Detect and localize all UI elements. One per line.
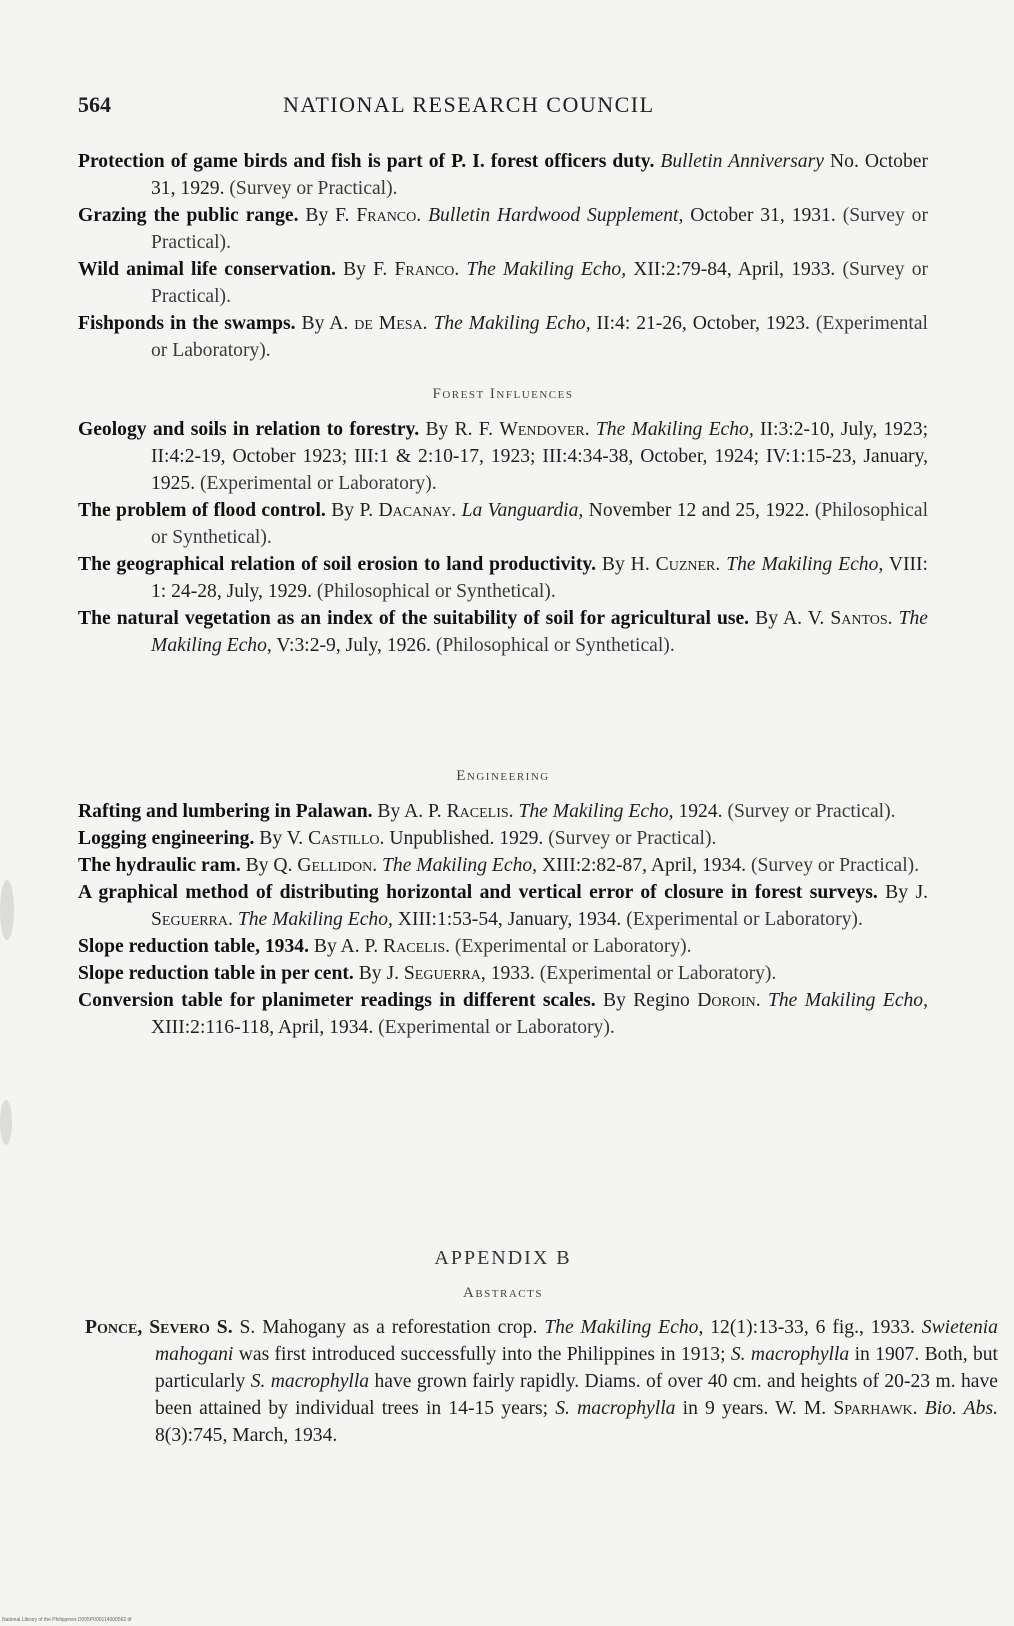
bib-entry: Slope reduction table, 1934. By A. P. Racelis. (Experimental or Laboratory). xyxy=(78,936,692,957)
abstract-author: Ponce, Severo S. xyxy=(85,1317,233,1338)
bib-entry: The geographical relation of soil erosion to land productivity. By H. Cuzner. The Makiling Echo, VIII: 1: 24-28, July, 1929. (Philosophical or Synthetical). xyxy=(78,554,928,602)
bib-entry: Fishponds in the swamps. By A. de Mesa. The Makiling Echo, II:4: 21-26, October, 1923. (Experimental or Laboratory). xyxy=(78,313,928,361)
abstract-entry: Ponce, Severo S. S. Mahogany as a reforestation crop. The Makiling Echo, 12(1):13-33, 6 fig., 1933. Swietenia mahogani was first introduced successfully into the Philippines in 1913; S. macrophylla in 1907. Both, but particularly S. macrophylla have grown fairly rapidly. Diams. of over 40 cm. and heights of 20-23 m. have been attained by individual trees in 14-15 years; S. macrophylla in 9 years. W. M. Sparhawk. Bio. Abs. 8(3):745, March, 1934. xyxy=(85,1317,998,1446)
section-heading-engineering: Engineering xyxy=(456,768,550,784)
bib-entry: Wild animal life conservation. By F. Franco. The Makiling Echo, XII:2:79-84, April, 1933. (Survey or Practical). xyxy=(78,259,929,307)
forest-entry-list xyxy=(78,416,928,659)
scan-footer: National Library of the Philippines D005P000114000562.tif xyxy=(2,1617,132,1623)
section-heading-abstracts: Abstracts xyxy=(463,1285,543,1301)
bib-entry: The natural vegetation as an index of the suitability of soil for agricultural use. By A. V. Santos. The Makiling Echo, V:3:2-9, July, 1926. (Philosophical or Synthetical). xyxy=(78,608,928,656)
page-stain xyxy=(0,880,14,940)
page-stain xyxy=(0,1100,12,1145)
engineering-entry-list xyxy=(78,798,928,1041)
bib-entry: Geology and soils in relation to forestry. By R. F. Wendover. The Makiling Echo, II:3:2-10, July, 1923; II:4:2-19, October 1923; III:1 & 2:10-17, 1923; III:4:34-38, October, 1924; IV:1:15-23, January, 1925. (Experimental or Laboratory). xyxy=(78,419,929,494)
running-title: NATIONAL RESEARCH COUNCIL xyxy=(283,92,655,117)
appendix-heading: APPENDIX B xyxy=(434,1247,572,1269)
bib-entry: Grazing the public range. By F. Franco. Bulletin Hardwood Supplement, October 31, 1931. (Survey or Practical). xyxy=(78,205,928,253)
bib-entry: The hydraulic ram. By Q. Gellidon. The Makiling Echo, XIII:2:82-87, April, 1934. (Survey or Practical). xyxy=(78,855,920,876)
bib-entry: Logging engineering. By V. Castillo. Unpublished. 1929. (Survey or Practical). xyxy=(78,828,717,849)
bib-entry: Conversion table for planimeter readings in different scales. By Regino Doroin. The Makiling Echo, XIII:2:116-118, April, 1934. (Experimental or Laboratory). xyxy=(78,990,929,1038)
page-number: 564 xyxy=(78,92,111,117)
bib-entry: A graphical method of distributing horizontal and vertical error of closure in forest surveys. By J. Seguerra. The Makiling Echo, XIII:1:53-54, January, 1934. (Experimental or Laboratory). xyxy=(78,882,928,930)
abstract-title: S. Mahogany as a reforestation crop. xyxy=(239,1317,538,1338)
bib-entry: Slope reduction table in per cent. By J. Seguerra, 1933. (Experimental or Laboratory). xyxy=(78,963,777,984)
bib-entry: Protection of game birds and fish is part of P. I. forest officers duty. Bulletin Anniversary No. October 31, 1929. (Survey or Practical). xyxy=(78,151,929,199)
bib-entry: The problem of flood control. By P. Dacanay. La Vanguardia, November 12 and 25, 1922. (Philosophical or Synthetical). xyxy=(78,500,929,548)
bib-entry: Rafting and lumbering in Palawan. By A. P. Racelis. The Makiling Echo, 1924. (Survey or Practical). xyxy=(78,801,896,822)
top-entry-list xyxy=(78,148,928,364)
section-heading-forest-influences: Forest Influences xyxy=(432,386,574,402)
